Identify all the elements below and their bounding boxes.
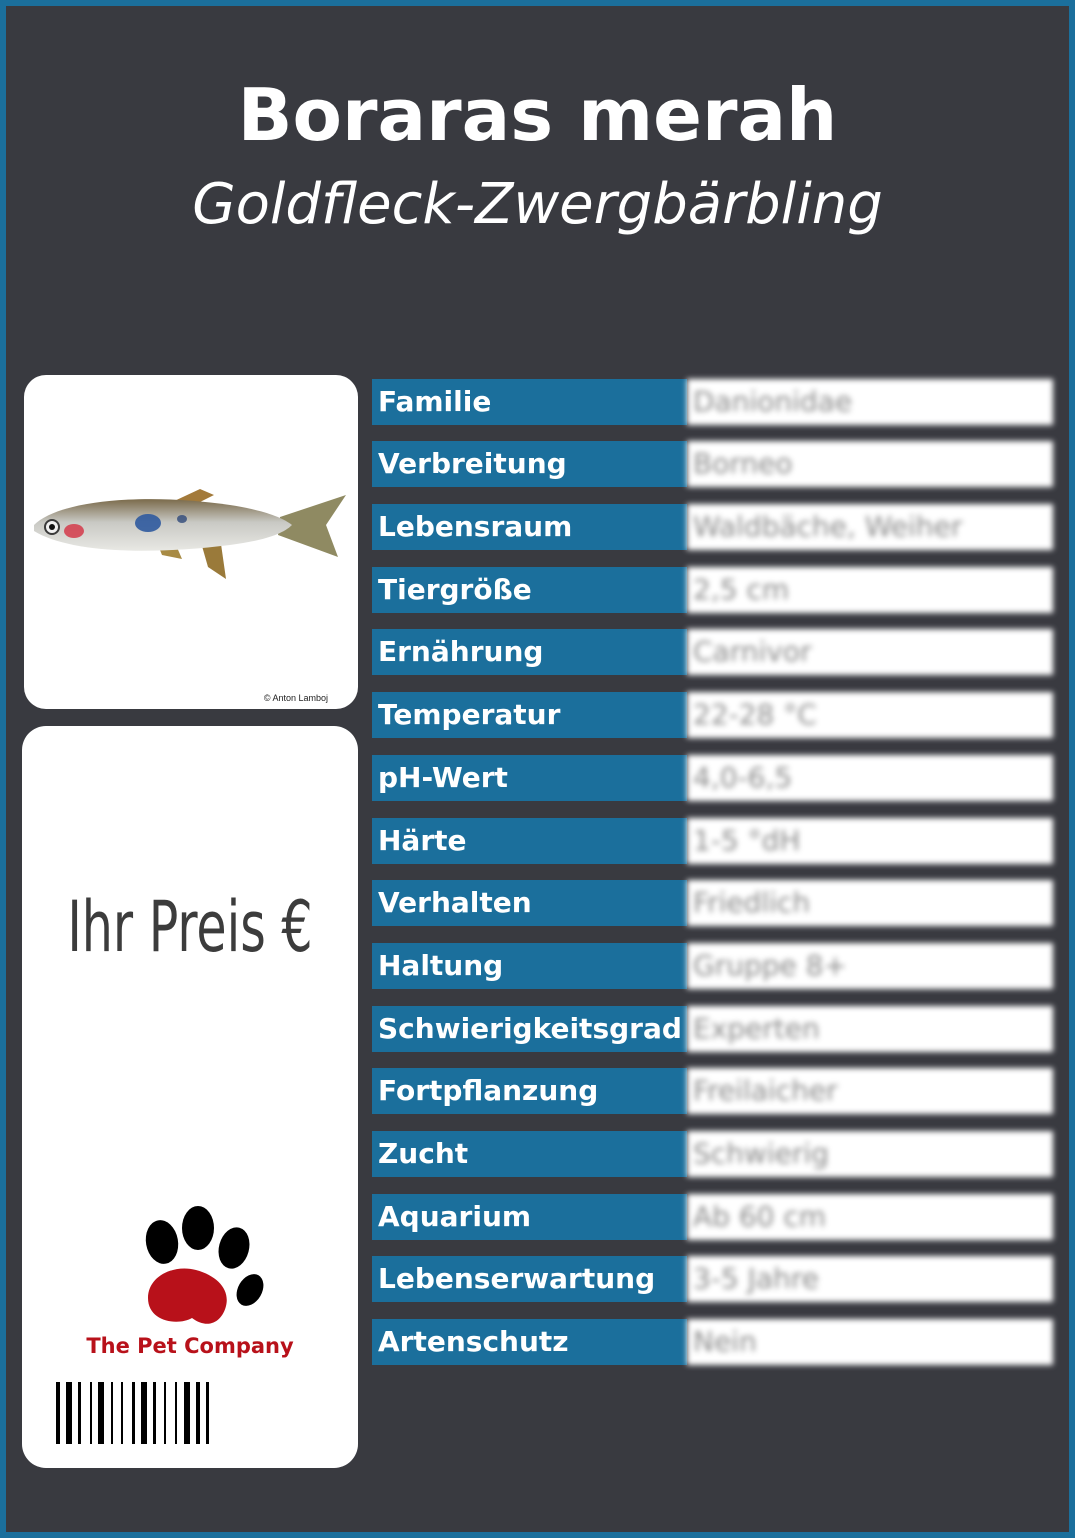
fact-label: Lebensraum bbox=[372, 504, 687, 550]
fact-value: Danionidae bbox=[687, 379, 1053, 425]
fact-row bbox=[372, 1256, 1053, 1302]
fact-row bbox=[372, 880, 1053, 926]
barcode-icon bbox=[56, 1382, 332, 1444]
fact-row bbox=[372, 1131, 1053, 1177]
fact-label: Verhalten bbox=[372, 880, 687, 926]
fact-label: Härte bbox=[372, 818, 687, 864]
fact-row bbox=[372, 504, 1053, 550]
fact-value: Borneo bbox=[687, 441, 1053, 487]
fact-value: 1-5 °dH bbox=[687, 818, 1053, 864]
page-title: Boraras merah bbox=[237, 73, 838, 157]
paw-logo-icon bbox=[134, 1206, 264, 1332]
fact-row bbox=[372, 1194, 1053, 1240]
fact-value: Waldbäche, Weiher bbox=[687, 504, 1053, 550]
fact-value: Freilaicher bbox=[687, 1068, 1053, 1114]
fact-row bbox=[372, 1006, 1053, 1052]
fact-label: Schwierigkeitsgrad bbox=[372, 1006, 687, 1052]
fact-value: Schwierig bbox=[687, 1131, 1053, 1177]
fact-value: 2,5 cm bbox=[687, 567, 1053, 613]
fact-value: 4,0-6,5 bbox=[687, 755, 1053, 801]
company-name: The Pet Company bbox=[86, 1334, 294, 1358]
fact-label: Lebenserwartung bbox=[372, 1256, 687, 1302]
fact-row bbox=[372, 755, 1053, 801]
price-card bbox=[22, 726, 358, 1468]
fact-row bbox=[372, 818, 1053, 864]
fact-row bbox=[372, 379, 1053, 425]
fact-value: Nein bbox=[687, 1319, 1053, 1365]
photo-card bbox=[24, 375, 358, 709]
fact-row bbox=[372, 943, 1053, 989]
fact-label: Haltung bbox=[372, 943, 687, 989]
fact-label: Fortpflanzung bbox=[372, 1068, 687, 1114]
fact-label: Aquarium bbox=[372, 1194, 687, 1240]
fact-value: Carnivor bbox=[687, 629, 1053, 675]
fact-row bbox=[372, 1068, 1053, 1114]
fact-label: Familie bbox=[372, 379, 687, 425]
fact-row bbox=[372, 629, 1053, 675]
fact-value: 3-5 Jahre bbox=[687, 1256, 1053, 1302]
fact-value: Experten bbox=[687, 1006, 1053, 1052]
fact-value: Ab 60 cm bbox=[687, 1194, 1053, 1240]
fact-label: Temperatur bbox=[372, 692, 687, 738]
fact-row bbox=[372, 1319, 1053, 1365]
fact-label: Verbreitung bbox=[372, 441, 687, 487]
price-label: Ihr Preis € bbox=[67, 886, 313, 968]
fact-label: Zucht bbox=[372, 1131, 687, 1177]
fact-label: Ernährung bbox=[372, 629, 687, 675]
fact-value: 22-28 °C bbox=[687, 692, 1053, 738]
page-subtitle: Goldfleck-Zwergbärbling bbox=[192, 172, 883, 237]
fact-row bbox=[372, 567, 1053, 613]
photo-credit: © Anton Lamboj bbox=[263, 693, 328, 703]
fact-value: Friedlich bbox=[687, 880, 1053, 926]
fact-value: Gruppe 8+ bbox=[687, 943, 1053, 989]
fact-label: Artenschutz bbox=[372, 1319, 687, 1365]
fact-row bbox=[372, 441, 1053, 487]
fact-label: pH-Wert bbox=[372, 755, 687, 801]
fish-photo-icon bbox=[30, 475, 352, 595]
fact-row bbox=[372, 692, 1053, 738]
fact-label: Tiergröße bbox=[372, 567, 687, 613]
